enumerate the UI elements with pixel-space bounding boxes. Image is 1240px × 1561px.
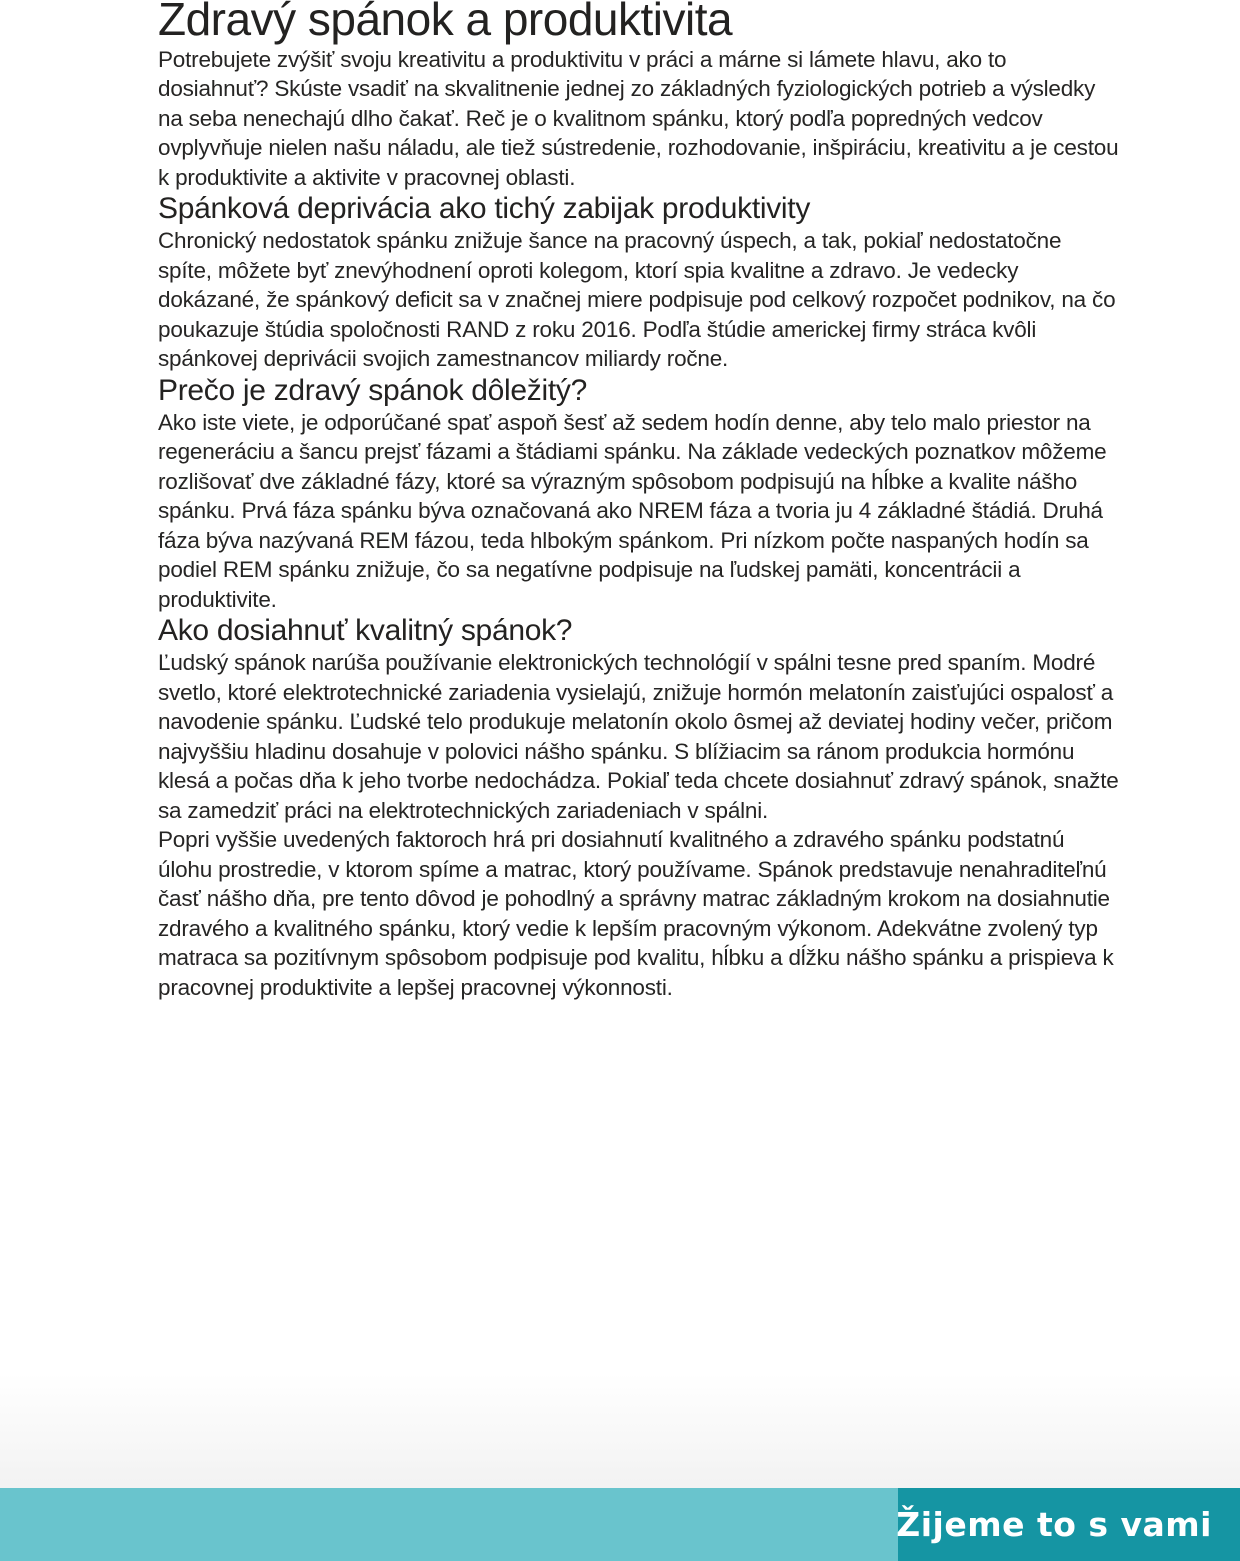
footer-slogan-block [898,1488,1240,1561]
intro-paragraph: Potrebujete zvýšiť svoju kreativitu a produktivitu v práci a márne si lámete hlavu, ako to dosiahnuť? Skúste vsadiť na skvalitnenie jednej zo základných fyziologických potrieb a výsledky na seba nenechajú dlho čakať. Reč je o kvalitnom spánku, ktorý podľa popredných vedcov ovplyvňuje nielen našu náladu, ale tiež sústredenie, rozhodovanie, inšpiráciu, kreativitu a je cestou k produktivite a aktivite v pracovnej oblasti. [158,46,1119,190]
section-heading-sleep-deprivation: Spánková deprivácia ako tichý zabijak produktivity [158,192,811,226]
section-paragraph-sleep-deprivation: Chronický nedostatok spánku znižuje šance na pracovný úspech, a tak, pokiaľ nedostatočne spíte, môžete byť znevýhodnení oproti kolegom, ktorí spia kvalitne a zdravo. Je vedecky dokázané, že spánkový deficit sa v značnej miere podpisuje pod celkový rozpočet podnikov, na čo poukazuje štúdia spoločnosti RAND z roku 2016. Podľa štúdie americkej firmy stráca kvôli spánkovej deprivácii svojich zamestnancov miliardy ročne. [158,228,1116,372]
section-paragraph-mattress: Popri vyššie uvedených faktoroch hrá pri dosiahnutí kvalitného a zdravého spánku podstatnú úlohu prostredie, v ktorom spíme a matrac, ktorý používame. Spánok predstavuje nenahraditeľnú časť nášho dňa, pre tento dôvod je pohodlný a správny matrac základným krokom na dosiahnutie zdravého a kvalitného spánku, ktorý vedie k lepším pracovným výkonom. Adekvátne zvolený typ matraca sa pozitívnym spôsobom podpisuje pod kvalitu, hĺbku a dĺžku nášho spánku a prispieva k pracovnej produktivite a lepšej pracovnej výkonnosti. [158,827,1114,1000]
section-heading-why-important: Prečo je zdravý spánok dôležitý? [158,373,587,407]
footer-slogan: Žijeme to s vami [896,1505,1212,1544]
page-title: Zdravý spánok a produktivita [158,0,733,45]
footer-band [0,1488,1240,1561]
article-content [158,0,1120,1002]
section-heading-how-to-achieve: Ako dosiahnuť kvalitný spánok? [158,614,573,648]
section-paragraph-why-important: Ako iste viete, je odporúčané spať aspoň šesť až sedem hodín denne, aby telo malo priestor na regeneráciu a šancu prejsť fázami a štádiami spánku. Na základe vedeckých poznatkov môžeme rozlišovať dve základné fázy, ktoré sa výrazným spôsobom podpisujú na hĺbke a kvalite nášho spánku. Prvá fáza spánku býva označovaná ako NREM fáza a tvoria ju 4 základné štádiá. Druhá fáza býva nazývaná REM fázou, teda hlbokým spánkom. Pri nízkom počte naspaných hodín sa podiel REM spánku znižuje, čo sa negatívne podpisuje na ľudskej pamäti, koncentrácii a produktivite. [158,409,1107,612]
section-paragraph-electronics: Ľudský spánok narúša používanie elektronických technológií v spálni tesne pred spaním. Modré svetlo, ktoré elektrotechnické zariadenia vysielajú, znižuje hormón melatonín zaisťujúci ospalosť a navodenie spánku. Ľudské telo produkuje melatonín okolo ôsmej až deviatej hodiny večer, pričom najvyššiu hladinu dosahuje v polovici nášho spánku. S blížiacim sa ránom produkcia hormónu klesá a počas dňa k jeho tvorbe nedochádza. Pokiaľ teda chcete dosiahnuť zdravý spánok, snažte sa zamedziť práci na elektrotechnických zariadeniach v spálni. [158,650,1119,823]
